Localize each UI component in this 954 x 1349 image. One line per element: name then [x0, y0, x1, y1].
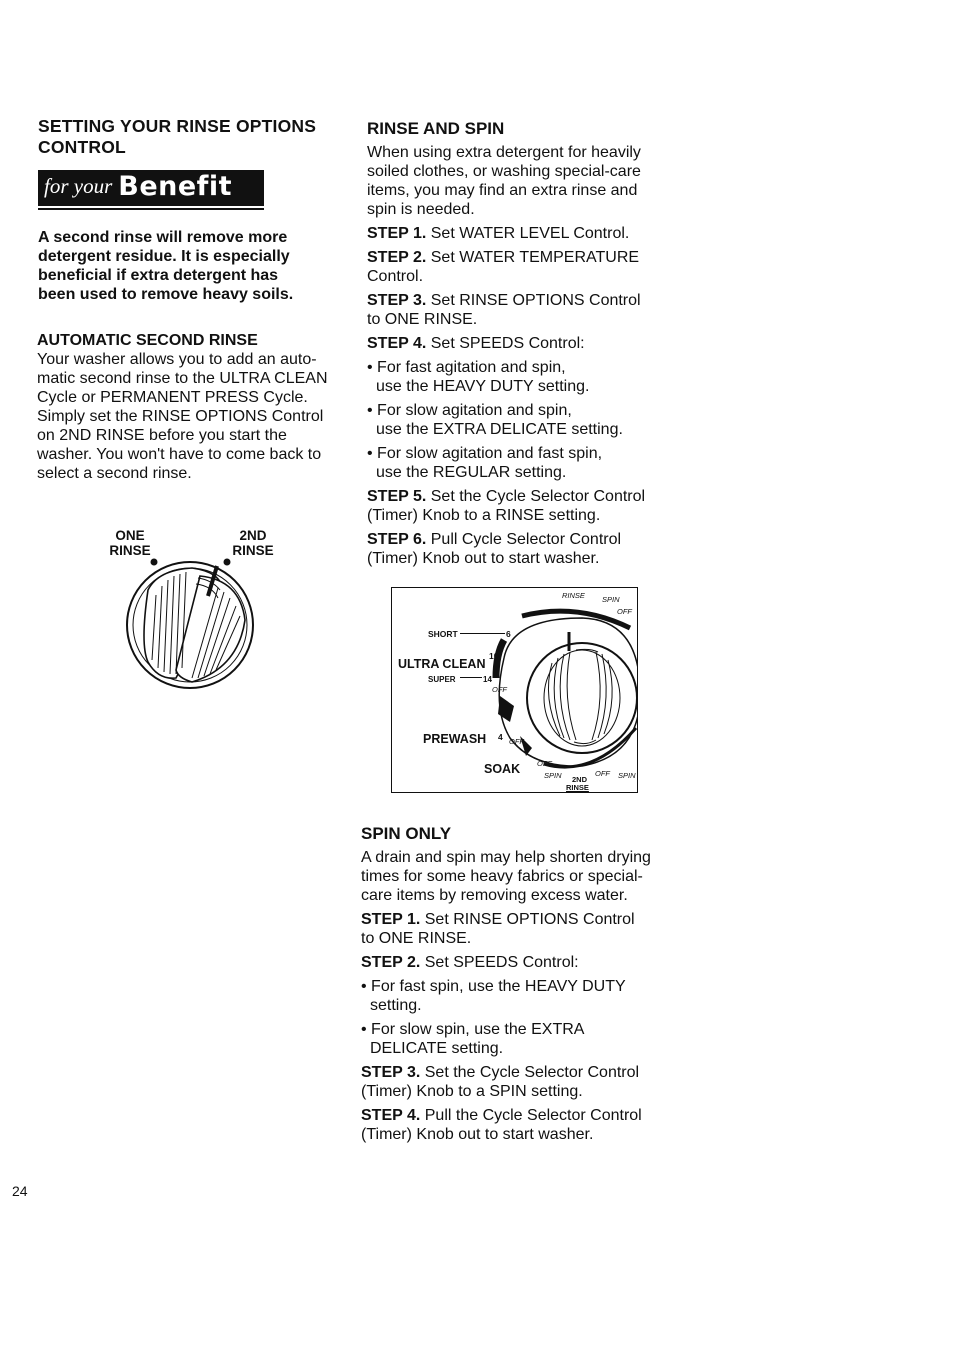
step-text: Set SPEEDS Control: — [424, 954, 579, 971]
step-label: STEP 1. — [367, 225, 427, 242]
panel-label-spin-bottom-2: SPIN — [618, 771, 636, 780]
for-your-benefit-banner — [38, 170, 264, 206]
label-line: ONE — [115, 528, 145, 543]
panel-label-4: 4 — [498, 732, 503, 742]
text-line: been used to remove heavy soils. — [38, 286, 294, 303]
benefit-word: Benefit — [118, 171, 233, 202]
benefit-prefix: for your — [44, 174, 113, 198]
text-line: washer. You won't have to come back to — [37, 446, 322, 463]
bullet-line: • For slow agitation and fast spin, — [367, 445, 603, 462]
step-3 — [361, 1063, 681, 1082]
panel-label-spin-bottom-1: SPIN — [544, 771, 562, 780]
bullet-item — [367, 444, 672, 463]
panel-label-super: SUPER — [428, 675, 456, 684]
bullet-line-cont: use the REGULAR setting. — [376, 464, 567, 481]
bullet-item — [367, 401, 672, 420]
bullet-line: • For slow agitation and spin, — [367, 402, 572, 419]
benefit-paragraph — [38, 228, 356, 304]
text-line: times for some heavy fabrics or special- — [361, 868, 643, 885]
bullet-item — [361, 977, 681, 996]
step-label: STEP 3. — [367, 292, 427, 309]
text-line: items, you may find an extra rinse and — [367, 182, 638, 199]
panel-label-short: SHORT — [428, 629, 458, 639]
panel-label-rinse: RINSE — [562, 591, 585, 600]
bullet-line-cont: setting. — [370, 997, 422, 1014]
banner-underline — [38, 208, 264, 210]
short-line — [460, 633, 505, 634]
section-heading: RINSE AND SPIN — [367, 119, 505, 138]
step-text: Set the Cycle Selector Control — [424, 1064, 640, 1081]
automatic-second-rinse-section — [37, 331, 355, 483]
step-text: Set RINSE OPTIONS Control — [430, 292, 641, 309]
step-2 — [367, 248, 672, 267]
text-line: Cycle or PERMANENT PRESS Cycle. — [37, 389, 308, 406]
rinse-and-spin-section — [367, 119, 672, 568]
step-label: STEP 6. — [367, 531, 427, 548]
step-text-cont: (Timer) Knob out to start washer. — [367, 550, 600, 567]
text-line: on 2ND RINSE before you start the — [37, 427, 287, 444]
panel-label-off-soak: OFF — [537, 759, 552, 768]
step-label: STEP 2. — [367, 249, 427, 266]
panel-label-10: 10 — [489, 651, 499, 661]
step-label: STEP 4. — [367, 335, 427, 352]
super-line — [460, 677, 482, 678]
bullet-line-cont: DELICATE setting. — [370, 1040, 504, 1057]
bullet-line: • For slow spin, use the EXTRA — [361, 1021, 585, 1038]
step-6 — [367, 530, 672, 549]
step-1 — [361, 910, 681, 929]
bullet-item — [361, 1020, 681, 1039]
text-line: detergent residue. It is especially — [38, 248, 290, 265]
timer-knob-grip — [544, 649, 620, 746]
step-text-cont: to ONE RINSE. — [367, 311, 478, 328]
step-text-cont: (Timer) Knob to a SPIN setting. — [361, 1083, 583, 1100]
subheading: AUTOMATIC SECOND RINSE — [37, 332, 258, 349]
step-text-cont: (Timer) Knob out to start washer. — [361, 1126, 594, 1143]
page-number: 24 — [12, 1183, 28, 1199]
text-line: select a second rinse. — [37, 465, 192, 482]
step-2 — [361, 953, 681, 972]
text-line: Your washer allows you to add an auto- — [37, 351, 317, 368]
step-label: STEP 3. — [361, 1064, 421, 1081]
bullet-line: • For fast agitation and spin, — [367, 359, 566, 376]
spin-only-section — [361, 824, 681, 1144]
step-text: Set the Cycle Selector Control — [430, 488, 646, 505]
text-line: beneficial if extra detergent has — [38, 267, 279, 284]
panel-label-prewash: PREWASH — [423, 732, 487, 746]
section-heading-rinse-options — [38, 116, 356, 158]
text-line: matic second rinse to the ULTRA CLEAN — [37, 370, 328, 387]
step-text: Pull Cycle Selector Control — [430, 531, 622, 548]
control-panel-illustration — [391, 587, 638, 793]
step-4 — [361, 1106, 681, 1125]
step-label: STEP 1. — [361, 911, 421, 928]
text-line: spin is needed. — [367, 201, 475, 218]
text-line: soiled clothes, or washing special-care — [367, 163, 641, 180]
panel-label-soak: SOAK — [484, 762, 521, 776]
prewash-marker — [498, 696, 514, 722]
step-text-cont: Control. — [367, 268, 424, 285]
section-heading: SPIN ONLY — [361, 824, 452, 843]
text-line: care items by removing excess water. — [361, 887, 628, 904]
dial-dot-one-rinse — [151, 559, 158, 566]
label-line: 2ND — [239, 528, 267, 543]
step-1 — [367, 224, 672, 243]
panel-label-off-mid: OFF — [492, 685, 507, 694]
text-line: A second rinse will remove more — [38, 229, 288, 246]
step-3 — [367, 291, 672, 310]
panel-label-6: 6 — [506, 629, 511, 639]
panel-label-off: OFF — [617, 607, 632, 616]
panel-label-off-prewash: OFF — [509, 737, 524, 746]
heading-line: SETTING YOUR RINSE OPTIONS — [38, 116, 317, 136]
panel-label-ultra-clean: ULTRA CLEAN — [398, 657, 486, 671]
bullet-item — [367, 358, 672, 377]
panel-label-off-bottom: OFF — [595, 769, 610, 778]
step-text: Set SPEEDS Control: — [430, 335, 585, 352]
bullet-line: • For fast spin, use the HEAVY DUTY — [361, 978, 626, 995]
panel-label-2nd: 2ND — [572, 775, 588, 784]
step-text-cont: (Timer) Knob to a RINSE setting. — [367, 507, 601, 524]
rinse-spin-arc — [522, 611, 630, 628]
step-text: Set RINSE OPTIONS Control — [424, 911, 635, 928]
step-text: Set WATER LEVEL Control. — [430, 225, 630, 242]
rinse-options-dial-illustration — [100, 550, 280, 700]
step-text: Pull the Cycle Selector Control — [424, 1107, 642, 1124]
panel-label-spin: SPIN — [602, 595, 620, 604]
panel-label-rinse-bottom: RINSE — [566, 783, 589, 792]
heading-line: CONTROL — [38, 137, 126, 157]
label-line: RINSE — [109, 543, 151, 558]
bullet-line-cont: use the EXTRA DELICATE setting. — [376, 421, 623, 438]
text-line: A drain and spin may help shorten drying — [361, 849, 651, 866]
step-text: Set WATER TEMPERATURE — [430, 249, 640, 266]
dial-dot-2nd-rinse — [224, 559, 231, 566]
step-4 — [367, 334, 672, 353]
step-5 — [367, 487, 672, 506]
panel-label-14: 14 — [483, 675, 492, 684]
label-line: RINSE — [232, 543, 274, 558]
step-text-cont: to ONE RINSE. — [361, 930, 472, 947]
bullet-line-cont: use the HEAVY DUTY setting. — [376, 378, 590, 395]
step-label: STEP 4. — [361, 1107, 421, 1124]
text-line: When using extra detergent for heavily — [367, 144, 641, 161]
step-label: STEP 5. — [367, 488, 427, 505]
text-line: Simply set the RINSE OPTIONS Control — [37, 408, 324, 425]
step-label: STEP 2. — [361, 954, 421, 971]
